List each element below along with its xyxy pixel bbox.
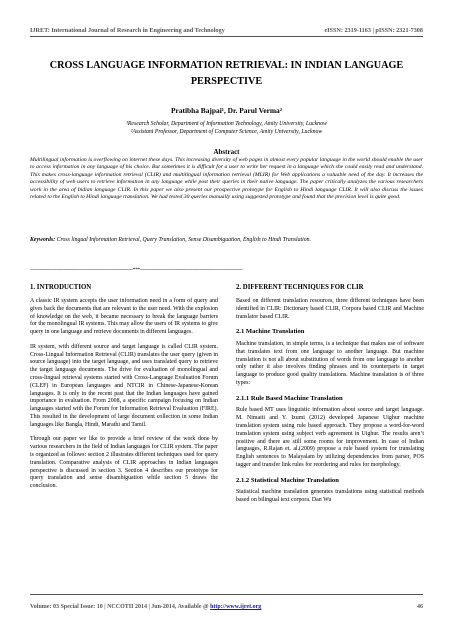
subsection-heading-statistical: 2.1.2 Statistical Machine Translation — [236, 476, 339, 484]
journal-link[interactable]: http://www.ijret.org — [210, 604, 262, 610]
issn-info: eISSN: 2319-1163 | pISSN: 2321-7308 — [324, 27, 423, 34]
affiliation-2: ²Assistant Professor, Department of Computer Science, Amity University, Lucknow — [130, 128, 323, 135]
abstract-text: Multilingual information is overflowing on internet these days. This increasing diversity of web pages in almost every popular language in the world should enable the user to access information in any language of his choice. But sometimes it is difficult for a user to write her request in a language which she could easily read and understand. This makes cross-language information retrieval (CLIR) and multilingual information retrieval (MLIR) for Web applications a valuable need of the day. It increases the accessibility of web users to retrieve information in any language while post their queries in their native language. The paper critically analyzes the various researchers work in the area of Indian language CLIR. In this paper we also present our prospective prototype for English to Hindi language CLIR. It will also discuss the issues related to the English to Hindi language translation. We had tested 30 queries manually using suggested prototype and found that the precision level is quite good. — [30, 157, 423, 201]
right-column — [236, 284, 424, 512]
paragraph: Rule based MT uses linguistic information about source and target language. M. Nimaiti and Y. Izumi (2012) developed Japanese Uighur machine translation system using rule based approach. They propose a word-for-word translation system using subject verb agreement in Uighur. The results aren’t positive and there are still some rooms for improvement. In case of Indian languages, R.Rajan et. al.(2009) propose a rule based system for translating English sentences to Malayalam by utilizing dependencies from parser, POS tagger and transfer link rules for reordering and rules for morphology. — [236, 407, 424, 468]
section-heading-techniques: 2. DIFFERENT TECHNIQUES FOR CLIR — [236, 284, 364, 291]
author-list: Pratibha Bajpai¹, Dr. Parul Verma² — [171, 106, 282, 115]
paragraph: IR system, with different source and target language is called CLIR system. Cross-Lingual Information Retrieval (CLIR) translates the user query (given in source language) into the target language, and uses translated query to retrieve the target language documents. The drive for evaluation of monolingual and cross-lingual retrieval systems started with Cross-Language Evaluation Forum (CLEF) in European languages and NTCIR in Chinese-Japanese-Korean languages. It is only in the recent past that the Indian languages have gained importance in evaluation. From 2008, a specific campaign focusing on Indian languages started with the Forum for Information Retrieval Evaluation (FIRE). This resulted in the development of large document collection in some Indian languages like Bangla, Hindi, Marathi and Tamil. — [30, 343, 218, 428]
paper-title: CROSS LANGUAGE INFORMATION RETRIEVAL: IN INDIAN LANGUAGE PERSPECTIVE — [49, 60, 404, 87]
keywords — [30, 236, 423, 245]
page-footer — [30, 594, 423, 610]
page-number: 46 — [417, 604, 423, 610]
keywords-label: Keywords: — [30, 237, 56, 243]
paragraph: Through our paper we like to provide a brief review of the work done by various researchers in the field of Indian languages for CLIR system. The paper is organized as follows: section 2 illustrates different techniques used for query translation. Comparative analysis of CLIR approaches in Indian languages perspective is discussed in section 3. Section 4 describes our prototype for query translation and sense disambiguation while section 5 draws the conclusion. — [30, 436, 218, 490]
paragraph: Machine translation, in simple terms, is a technique that makes use of software that translates text from one language to another language. But machine translation is not all about substitution of words from one language to another only rather it also involves finding phrases and its counterparts in target language to produce good quality translations. Machine translation is of three types: — [236, 341, 424, 386]
journal-name: IJRET: International Journal of Research in Engineering and Technology — [30, 27, 225, 34]
keywords-text: Cross lingual Information Retrieval, Query Translation, Sense Disambiguation, English to Hindi Translation. — [56, 237, 311, 243]
abstract-heading: Abstract — [213, 148, 240, 156]
section-divider: -------------------------------------------------------------------***------------------------------------------------------------------- — [30, 267, 243, 273]
section-heading-introduction: 1. INTRODUCTION — [30, 284, 92, 291]
footer-text: Volume: 03 Special Issue: 10 | NCCOTII 2014 | Jun-2014, Available @ — [30, 604, 209, 610]
left-column — [30, 284, 218, 498]
affiliations — [40, 121, 413, 136]
footer-volume-info — [30, 604, 261, 610]
subsection-heading-rule-based: 2.1.1 Rule Based Machine Translation — [236, 394, 343, 402]
affiliation-1: ¹Research Scholar, Department of Information Technology, Amity University, Lucknow — [126, 121, 327, 127]
paragraph: Based on different translation resources, three different techniques have been identified in CLIR: Dictionary based CLIR, Corpora based CLIR and Machine translator based CLIR. — [236, 297, 424, 320]
journal-header — [30, 22, 423, 37]
paragraph: A classic IR system accepts the user information need in a form of query and gives back the documents that are relevant to the user need. With the explosion of knowledge on the web, it became necessary to break the language barriers for the monolingual IR systems. This may allow the users of IR systems to give query in one language and retrieve documents in different languages. — [30, 297, 218, 336]
paragraph: Statistical machine translation generates translations using statistical methods based on bilingual text corpora. Dan Wu — [236, 489, 424, 504]
subsection-heading-machine-translation: 2.1 Machine Translation — [236, 328, 305, 336]
